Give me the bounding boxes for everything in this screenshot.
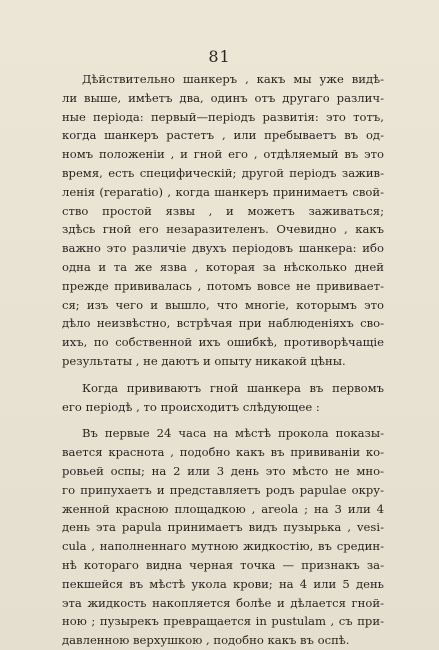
text-line: Въ первые 24 часа на мѣстѣ прокола показы- — [82, 426, 384, 441]
text-line: номъ положеніи , и гной его , отдѣляемый въ это — [62, 147, 384, 162]
text-line: ся; изъ чего и вышло, что многіе, которымъ это — [62, 297, 384, 312]
text-line: ною ; пузырекъ превращается in pustulam , съ при- — [62, 614, 384, 629]
text-line: пекшейся въ мѣстѣ укола крови; на 4 или 5 день — [62, 576, 384, 591]
text-line: давленною верхушкою , подобно какъ въ оспѣ. — [62, 633, 350, 648]
text-line: ихъ, по собственной ихъ ошибкѣ, противорѣчащіе — [62, 335, 384, 350]
paragraph-2 — [62, 379, 384, 417]
text-line: ли выше, имѣетъ два, одинъ отъ другаго различ- — [62, 90, 384, 105]
paragraph-spacer — [62, 416, 384, 424]
text-line: важно это различіе двухъ періодовъ шанкера: ибо — [62, 241, 384, 256]
text-line: Дѣйствительно шанкеръ , какъ мы уже видѣ- — [82, 72, 384, 86]
text-line: вается краснота , подобно какъ въ прививаніи ко- — [62, 445, 384, 460]
text-line: одна и та же язва , которая за нѣсколько дней — [62, 259, 384, 274]
text-line: здѣсь гной его незаразителенъ. Очевидно , какъ — [62, 222, 384, 237]
text-line: ленія (reparatio) , когда шанкеръ принимаетъ свой- — [62, 184, 384, 199]
text-line: ство простой язвы , и можетъ заживаться; — [62, 203, 384, 218]
paragraph-spacer — [62, 371, 384, 379]
text-line: женной красною площадкою , areola ; на 3 или 4 — [62, 501, 384, 516]
text-line: ровьей оспы; на 2 или 3 день это мѣсто не мно- — [62, 463, 384, 478]
paragraph-3 — [62, 424, 384, 650]
text-line: го припухаетъ и представляетъ родъ papulae окру- — [62, 482, 384, 497]
text-line: день эта papula принимаетъ видъ пузырька , vesi- — [62, 520, 384, 535]
text-line: прежде прививалась , потомъ вовсе не прививает- — [62, 278, 384, 293]
text-line: результаты , не даютъ и опыту никакой цѣны. — [62, 353, 346, 368]
text-line: Когда прививаютъ гной шанкера въ первомъ — [82, 380, 384, 395]
text-line: дѣло неизвѣстно, встрѣчая при наблюденіяхъ сво- — [62, 316, 384, 331]
text-line: cula , наполненнаго мутною жидкостію, въ средин- — [62, 539, 384, 554]
text-line: его періодѣ , то происходитъ слѣдующее : — [62, 399, 320, 414]
paragraph-1 — [62, 70, 384, 371]
text-line: время, есть специфическій; другой періодъ зажив- — [62, 165, 384, 180]
body-text — [62, 70, 384, 650]
page-number: 81 — [208, 47, 231, 66]
text-line: эта жидкость накопляется болѣе и дѣлается гной- — [62, 595, 384, 610]
text-line: нѣ котораго видна черная точка — признакъ за- — [62, 557, 384, 572]
text-line: ные періода: первый—періодъ развитія: это тотъ, — [62, 109, 384, 124]
text-line: когда шанкеръ растетъ , или пребываетъ въ од- — [62, 128, 384, 143]
